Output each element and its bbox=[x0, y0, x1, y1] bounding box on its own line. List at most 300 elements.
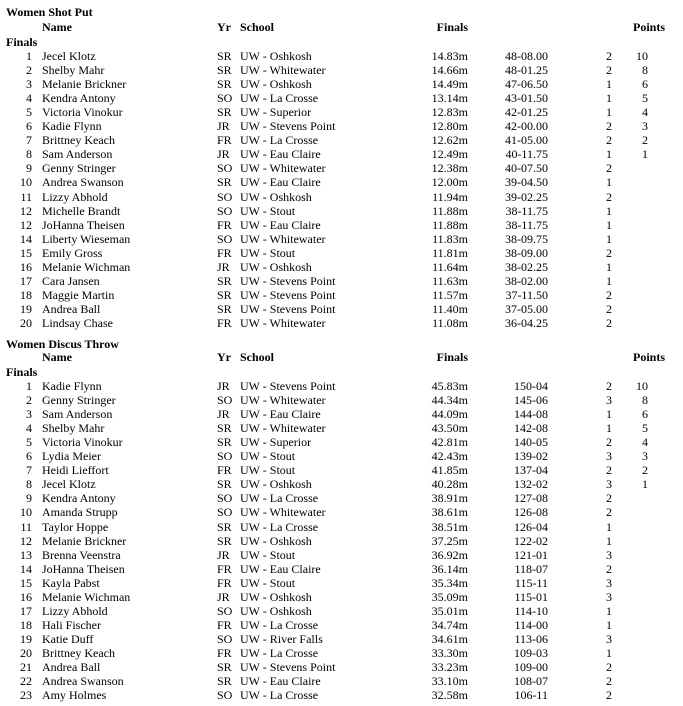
cell-heat: 1 bbox=[606, 91, 612, 106]
cell-finals-metric: 44.34m bbox=[431, 393, 468, 408]
cell-points: 6 bbox=[642, 77, 648, 92]
table-row bbox=[0, 274, 683, 288]
cell-finals-metric: 34.74m bbox=[431, 617, 468, 632]
cell-heat: 1 bbox=[606, 175, 612, 190]
cell-place: 10 bbox=[20, 175, 32, 190]
cell-points: 1 bbox=[642, 147, 648, 162]
cell-finals-metric: 35.01m bbox=[431, 603, 468, 618]
cell-place: 18 bbox=[20, 617, 32, 632]
cell-name: Lizzy Abhold bbox=[42, 603, 108, 618]
cell-finals-metric: 36.92m bbox=[431, 547, 468, 562]
cell-school: UW - Oshkosh bbox=[240, 77, 312, 92]
cell-heat: 2 bbox=[606, 245, 612, 260]
cell-place: 11 bbox=[20, 189, 32, 204]
cell-yr: FR bbox=[217, 463, 232, 478]
cell-heat: 1 bbox=[606, 77, 612, 92]
cell-heat: 2 bbox=[606, 301, 612, 316]
cell-school: UW - Stout bbox=[240, 245, 296, 260]
section-label-finals: Finals bbox=[6, 35, 38, 49]
cell-school: UW - La Crosse bbox=[240, 688, 319, 703]
cell-finals-imperial: 114-10 bbox=[514, 603, 548, 618]
cell-finals-imperial: 121-01 bbox=[514, 547, 548, 562]
cell-name: Kendra Antony bbox=[42, 91, 116, 106]
cell-yr: FR bbox=[217, 245, 232, 260]
cell-finals-imperial: 115-11 bbox=[514, 575, 548, 590]
cell-school: UW - La Crosse bbox=[240, 646, 319, 660]
cell-school: UW - Whitewater bbox=[240, 231, 326, 246]
cell-finals-metric: 11.64m bbox=[432, 259, 468, 274]
cell-yr: FR bbox=[217, 133, 232, 148]
table-row bbox=[0, 91, 683, 105]
cell-school: UW - Oshkosh bbox=[240, 533, 312, 548]
cell-finals-imperial: 38-11.75 bbox=[505, 203, 548, 218]
cell-finals-imperial: 42-01.25 bbox=[505, 105, 548, 120]
cell-yr: SO bbox=[217, 231, 233, 246]
cell-points: 6 bbox=[642, 407, 648, 422]
cell-finals-imperial: 38-09.00 bbox=[505, 245, 548, 260]
cell-heat: 1 bbox=[606, 147, 612, 162]
table-row bbox=[0, 407, 683, 421]
cell-heat: 2 bbox=[606, 660, 612, 674]
cell-school: UW - Oshkosh bbox=[240, 259, 312, 274]
cell-finals-metric: 11.81m bbox=[432, 245, 468, 260]
cell-heat: 2 bbox=[606, 287, 612, 302]
header-name: Name bbox=[42, 20, 72, 34]
column-header-row bbox=[0, 20, 683, 34]
cell-school: UW - Eau Claire bbox=[240, 147, 321, 162]
cell-finals-metric: 11.40m bbox=[432, 301, 468, 316]
cell-school: UW - Stout bbox=[240, 203, 296, 218]
table-row bbox=[0, 477, 683, 491]
table-row bbox=[0, 49, 683, 63]
cell-finals-metric: 35.34m bbox=[431, 575, 468, 590]
cell-school: UW - Eau Claire bbox=[240, 217, 321, 232]
cell-points: 8 bbox=[642, 393, 648, 408]
cell-finals-imperial: 37-11.50 bbox=[505, 287, 548, 302]
cell-place: 20 bbox=[20, 315, 32, 330]
cell-school: UW - Stout bbox=[240, 449, 296, 464]
cell-place: 12 bbox=[20, 217, 32, 232]
cell-name: Shelby Mahr bbox=[42, 421, 105, 436]
cell-heat: 1 bbox=[606, 407, 612, 422]
cell-finals-imperial: 38-02.25 bbox=[505, 259, 548, 274]
cell-heat: 3 bbox=[606, 477, 612, 492]
cell-place: 10 bbox=[20, 505, 32, 520]
cell-heat: 2 bbox=[606, 119, 612, 134]
table-row bbox=[0, 133, 683, 147]
cell-points: 10 bbox=[636, 379, 648, 393]
cell-name: Brenna Veenstra bbox=[42, 547, 121, 562]
cell-school: UW - Stevens Point bbox=[240, 273, 336, 288]
cell-school: UW - Oshkosh bbox=[240, 49, 312, 63]
cell-heat: 3 bbox=[606, 547, 612, 562]
cell-heat: 2 bbox=[606, 379, 612, 393]
table-row bbox=[0, 119, 683, 133]
table-row bbox=[0, 147, 683, 161]
cell-finals-metric: 33.30m bbox=[431, 646, 468, 660]
cell-name: Jecel Klotz bbox=[42, 477, 96, 492]
cell-place: 1 bbox=[26, 379, 32, 393]
cell-yr: SO bbox=[217, 91, 233, 106]
cell-place: 21 bbox=[20, 660, 32, 674]
table-row bbox=[0, 548, 683, 562]
header-finals: Finals bbox=[436, 350, 468, 364]
cell-heat: 2 bbox=[606, 161, 612, 176]
table-row bbox=[0, 604, 683, 618]
table-row bbox=[0, 175, 683, 189]
table-row bbox=[0, 302, 683, 316]
header-school: School bbox=[240, 20, 275, 34]
cell-yr: JR bbox=[217, 119, 230, 134]
cell-heat: 2 bbox=[606, 463, 612, 478]
table-row bbox=[0, 505, 683, 519]
cell-finals-metric: 44.09m bbox=[431, 407, 468, 422]
cell-school: UW - La Crosse bbox=[240, 91, 319, 106]
cell-school: UW - Stevens Point bbox=[240, 379, 336, 393]
cell-place: 4 bbox=[26, 421, 32, 436]
cell-name: Victoria Vinokur bbox=[42, 105, 123, 120]
cell-finals-imperial: 43-01.50 bbox=[505, 91, 548, 106]
cell-yr: SR bbox=[217, 674, 232, 688]
cell-name: Brittney Keach bbox=[42, 133, 115, 148]
cell-finals-metric: 14.66m bbox=[431, 63, 468, 77]
table-row bbox=[0, 491, 683, 505]
cell-finals-imperial: 144-08 bbox=[514, 407, 548, 422]
cell-school: UW - Whitewater bbox=[240, 63, 326, 77]
cell-school: UW - Oshkosh bbox=[240, 189, 312, 204]
header-points: Points bbox=[632, 350, 665, 364]
cell-yr: JR bbox=[217, 147, 230, 162]
cell-place: 15 bbox=[20, 575, 32, 590]
table-row bbox=[0, 232, 683, 246]
cell-school: UW - River Falls bbox=[240, 631, 323, 646]
cell-finals-metric: 45.83m bbox=[431, 379, 468, 393]
cell-finals-metric: 38.51m bbox=[431, 519, 468, 534]
table-row bbox=[0, 77, 683, 91]
cell-yr: SR bbox=[217, 533, 232, 548]
cell-yr: SO bbox=[217, 603, 233, 618]
cell-finals-metric: 11.63m bbox=[432, 273, 468, 288]
cell-finals-metric: 12.49m bbox=[431, 147, 468, 162]
cell-yr: SR bbox=[217, 63, 232, 77]
cell-yr: SO bbox=[217, 491, 233, 506]
cell-place: 12 bbox=[20, 203, 32, 218]
cell-place: 20 bbox=[20, 646, 32, 660]
cell-school: UW - Eau Claire bbox=[240, 674, 321, 688]
cell-finals-metric: 38.61m bbox=[431, 505, 468, 520]
cell-yr: FR bbox=[217, 646, 232, 660]
cell-yr: FR bbox=[217, 217, 232, 232]
table-row bbox=[0, 449, 683, 463]
table-row bbox=[0, 618, 683, 632]
header-points: Points bbox=[632, 20, 665, 34]
table-row bbox=[0, 632, 683, 646]
header-yr: Yr bbox=[217, 20, 231, 34]
cell-yr: FR bbox=[217, 315, 232, 330]
cell-finals-imperial: 42-00.00 bbox=[505, 119, 548, 134]
cell-school: UW - Oshkosh bbox=[240, 589, 312, 604]
cell-place: 8 bbox=[26, 147, 32, 162]
cell-finals-imperial: 126-08 bbox=[514, 505, 548, 520]
cell-name: Jecel Klotz bbox=[42, 49, 96, 63]
cell-yr: SR bbox=[217, 519, 232, 534]
cell-name: Andrea Ball bbox=[42, 301, 101, 316]
cell-finals-metric: 34.61m bbox=[431, 631, 468, 646]
table-row bbox=[0, 246, 683, 260]
cell-finals-imperial: 132-02 bbox=[514, 477, 548, 492]
cell-place: 3 bbox=[26, 77, 32, 92]
cell-heat: 1 bbox=[606, 421, 612, 436]
cell-points: 2 bbox=[642, 133, 648, 148]
cell-heat: 2 bbox=[606, 189, 612, 204]
cell-points: 5 bbox=[642, 421, 648, 436]
cell-school: UW - La Crosse bbox=[240, 617, 319, 632]
cell-yr: SR bbox=[217, 477, 232, 492]
cell-points: 10 bbox=[636, 49, 648, 63]
table-row bbox=[0, 646, 683, 660]
cell-points: 5 bbox=[642, 91, 648, 106]
cell-finals-metric: 32.58m bbox=[431, 688, 468, 703]
cell-school: UW - Whitewater bbox=[240, 393, 326, 408]
cell-yr: SR bbox=[217, 273, 232, 288]
cell-place: 16 bbox=[20, 589, 32, 604]
cell-finals-metric: 12.80m bbox=[431, 119, 468, 134]
cell-name: Melanie Wichman bbox=[42, 589, 131, 604]
cell-place: 4 bbox=[26, 91, 32, 106]
table-row bbox=[0, 260, 683, 274]
cell-points: 3 bbox=[642, 449, 648, 464]
table-row bbox=[0, 435, 683, 449]
cell-points: 2 bbox=[642, 463, 648, 478]
cell-place: 23 bbox=[20, 688, 32, 703]
table-row bbox=[0, 204, 683, 218]
cell-name: Melanie Brickner bbox=[42, 77, 127, 92]
cell-school: UW - Whitewater bbox=[240, 161, 326, 176]
cell-finals-imperial: 47-06.50 bbox=[505, 77, 548, 92]
cell-finals-imperial: 126-04 bbox=[514, 519, 548, 534]
cell-finals-imperial: 127-08 bbox=[514, 491, 548, 506]
cell-place: 7 bbox=[26, 133, 32, 148]
cell-finals-metric: 42.81m bbox=[431, 435, 468, 450]
cell-place: 8 bbox=[26, 477, 32, 492]
cell-name: Cara Jansen bbox=[42, 273, 100, 288]
cell-place: 7 bbox=[26, 463, 32, 478]
cell-yr: SR bbox=[217, 287, 232, 302]
cell-heat: 2 bbox=[606, 505, 612, 520]
cell-finals-metric: 12.62m bbox=[431, 133, 468, 148]
table-row bbox=[0, 520, 683, 534]
cell-name: Liberty Wieseman bbox=[42, 231, 131, 246]
cell-yr: FR bbox=[217, 617, 232, 632]
cell-place: 5 bbox=[26, 435, 32, 450]
cell-yr: SR bbox=[217, 49, 232, 63]
cell-yr: SO bbox=[217, 203, 233, 218]
cell-name: Sam Anderson bbox=[42, 147, 113, 162]
cell-place: 22 bbox=[20, 674, 32, 688]
cell-place: 11 bbox=[20, 519, 32, 534]
cell-yr: SO bbox=[217, 393, 233, 408]
cell-place: 3 bbox=[26, 407, 32, 422]
cell-finals-imperial: 40-11.75 bbox=[505, 147, 548, 162]
cell-school: UW - Stout bbox=[240, 463, 296, 478]
cell-name: Michelle Brandt bbox=[42, 203, 121, 218]
cell-yr: SR bbox=[217, 77, 232, 92]
cell-finals-metric: 14.83m bbox=[431, 49, 468, 63]
cell-school: UW - Stevens Point bbox=[240, 660, 336, 674]
cell-place: 17 bbox=[20, 273, 32, 288]
cell-finals-imperial: 113-06 bbox=[514, 631, 548, 646]
table-row bbox=[0, 379, 683, 393]
cell-name: Kadie Flynn bbox=[42, 119, 102, 134]
cell-finals-metric: 41.85m bbox=[431, 463, 468, 478]
cell-name: Andrea Ball bbox=[42, 660, 101, 674]
cell-place: 17 bbox=[20, 603, 32, 618]
cell-school: UW - Stout bbox=[240, 547, 296, 562]
table-row bbox=[0, 288, 683, 302]
cell-finals-imperial: 37-05.00 bbox=[505, 301, 548, 316]
header-finals: Finals bbox=[436, 20, 468, 34]
cell-points: 1 bbox=[642, 477, 648, 492]
table-row bbox=[0, 316, 683, 330]
cell-finals-imperial: 39-04.50 bbox=[505, 175, 548, 190]
cell-yr: SO bbox=[217, 449, 233, 464]
cell-heat: 1 bbox=[606, 203, 612, 218]
cell-yr: JR bbox=[217, 547, 230, 562]
cell-yr: JR bbox=[217, 589, 230, 604]
cell-finals-imperial: 40-07.50 bbox=[505, 161, 548, 176]
cell-finals-imperial: 122-02 bbox=[514, 533, 548, 548]
cell-school: UW - Stevens Point bbox=[240, 119, 336, 134]
cell-name: Lizzy Abhold bbox=[42, 189, 108, 204]
cell-finals-imperial: 137-04 bbox=[514, 463, 548, 478]
cell-finals-imperial: 48-01.25 bbox=[505, 63, 548, 77]
cell-finals-imperial: 48-08.00 bbox=[505, 49, 548, 63]
cell-finals-imperial: 114-00 bbox=[514, 617, 548, 632]
cell-finals-metric: 36.14m bbox=[431, 561, 468, 576]
table-row bbox=[0, 190, 683, 204]
cell-name: Andrea Swanson bbox=[42, 175, 124, 190]
cell-place: 2 bbox=[26, 63, 32, 77]
cell-name: JoHanna Theisen bbox=[42, 561, 125, 576]
cell-finals-imperial: 145-06 bbox=[514, 393, 548, 408]
cell-finals-imperial: 38-02.00 bbox=[505, 273, 548, 288]
cell-yr: SR bbox=[217, 435, 232, 450]
cell-finals-metric: 42.43m bbox=[431, 449, 468, 464]
cell-yr: SO bbox=[217, 505, 233, 520]
cell-finals-imperial: 115-01 bbox=[514, 589, 548, 604]
cell-heat: 3 bbox=[606, 575, 612, 590]
cell-yr: SR bbox=[217, 175, 232, 190]
event-title-discus: Women Discus Throw bbox=[6, 337, 119, 351]
cell-finals-imperial: 38-11.75 bbox=[505, 217, 548, 232]
cell-school: UW - Eau Claire bbox=[240, 175, 321, 190]
cell-name: Katie Duff bbox=[42, 631, 94, 646]
cell-name: Kayla Pabst bbox=[42, 575, 100, 590]
cell-finals-metric: 13.14m bbox=[431, 91, 468, 106]
cell-finals-imperial: 139-02 bbox=[514, 449, 548, 464]
cell-place: 15 bbox=[20, 245, 32, 260]
cell-finals-imperial: 150-04 bbox=[514, 379, 548, 393]
cell-place: 19 bbox=[20, 301, 32, 316]
cell-finals-imperial: 39-02.25 bbox=[505, 189, 548, 204]
cell-place: 1 bbox=[26, 49, 32, 63]
cell-heat: 2 bbox=[606, 63, 612, 77]
cell-name: Genny Stringer bbox=[42, 393, 116, 408]
table-row bbox=[0, 421, 683, 435]
cell-finals-imperial: 108-07 bbox=[514, 674, 548, 688]
cell-points: 8 bbox=[642, 63, 648, 77]
cell-name: Amy Holmes bbox=[42, 688, 107, 703]
cell-name: Melanie Brickner bbox=[42, 533, 127, 548]
cell-heat: 1 bbox=[606, 217, 612, 232]
cell-heat: 2 bbox=[606, 315, 612, 330]
cell-name: Victoria Vinokur bbox=[42, 435, 123, 450]
cell-name: Heidi Lieffort bbox=[42, 463, 109, 478]
cell-finals-metric: 14.49m bbox=[431, 77, 468, 92]
cell-yr: JR bbox=[217, 259, 230, 274]
cell-finals-imperial: 118-07 bbox=[514, 561, 548, 576]
cell-name: Emily Gross bbox=[42, 245, 103, 260]
cell-school: UW - Stevens Point bbox=[240, 287, 336, 302]
cell-finals-metric: 12.38m bbox=[431, 161, 468, 176]
table-row bbox=[0, 393, 683, 407]
section-label-finals: Finals bbox=[6, 365, 38, 379]
cell-heat: 2 bbox=[606, 435, 612, 450]
cell-finals-metric: 38.91m bbox=[431, 491, 468, 506]
cell-points: 4 bbox=[642, 435, 648, 450]
table-row bbox=[0, 660, 683, 674]
cell-finals-metric: 37.25m bbox=[431, 533, 468, 548]
cell-finals-metric: 12.83m bbox=[431, 105, 468, 120]
cell-name: Genny Stringer bbox=[42, 161, 116, 176]
cell-name: Kendra Antony bbox=[42, 491, 116, 506]
table-row bbox=[0, 562, 683, 576]
cell-heat: 1 bbox=[606, 259, 612, 274]
header-yr: Yr bbox=[217, 350, 231, 364]
cell-place: 5 bbox=[26, 105, 32, 120]
cell-heat: 3 bbox=[606, 631, 612, 646]
cell-yr: FR bbox=[217, 575, 232, 590]
cell-finals-imperial: 41-05.00 bbox=[505, 133, 548, 148]
cell-finals-metric: 33.23m bbox=[431, 660, 468, 674]
cell-yr: SR bbox=[217, 301, 232, 316]
cell-heat: 2 bbox=[606, 688, 612, 703]
table-row bbox=[0, 463, 683, 477]
cell-place: 9 bbox=[26, 491, 32, 506]
table-row bbox=[0, 590, 683, 604]
cell-heat: 1 bbox=[606, 231, 612, 246]
cell-heat: 1 bbox=[606, 105, 612, 120]
table-row bbox=[0, 576, 683, 590]
cell-school: UW - Eau Claire bbox=[240, 561, 321, 576]
cell-yr: SO bbox=[217, 688, 233, 703]
cell-finals-imperial: 109-03 bbox=[514, 646, 548, 660]
cell-place: 14 bbox=[20, 231, 32, 246]
cell-points: 4 bbox=[642, 105, 648, 120]
cell-school: UW - Eau Claire bbox=[240, 407, 321, 422]
table-row bbox=[0, 105, 683, 119]
cell-place: 6 bbox=[26, 449, 32, 464]
cell-yr: SO bbox=[217, 161, 233, 176]
header-name: Name bbox=[42, 350, 72, 364]
cell-heat: 1 bbox=[606, 533, 612, 548]
cell-school: UW - Stevens Point bbox=[240, 301, 336, 316]
cell-heat: 2 bbox=[606, 491, 612, 506]
cell-school: UW - La Crosse bbox=[240, 133, 319, 148]
cell-name: Sam Anderson bbox=[42, 407, 113, 422]
cell-finals-metric: 11.57m bbox=[432, 287, 468, 302]
cell-finals-imperial: 109-00 bbox=[514, 660, 548, 674]
